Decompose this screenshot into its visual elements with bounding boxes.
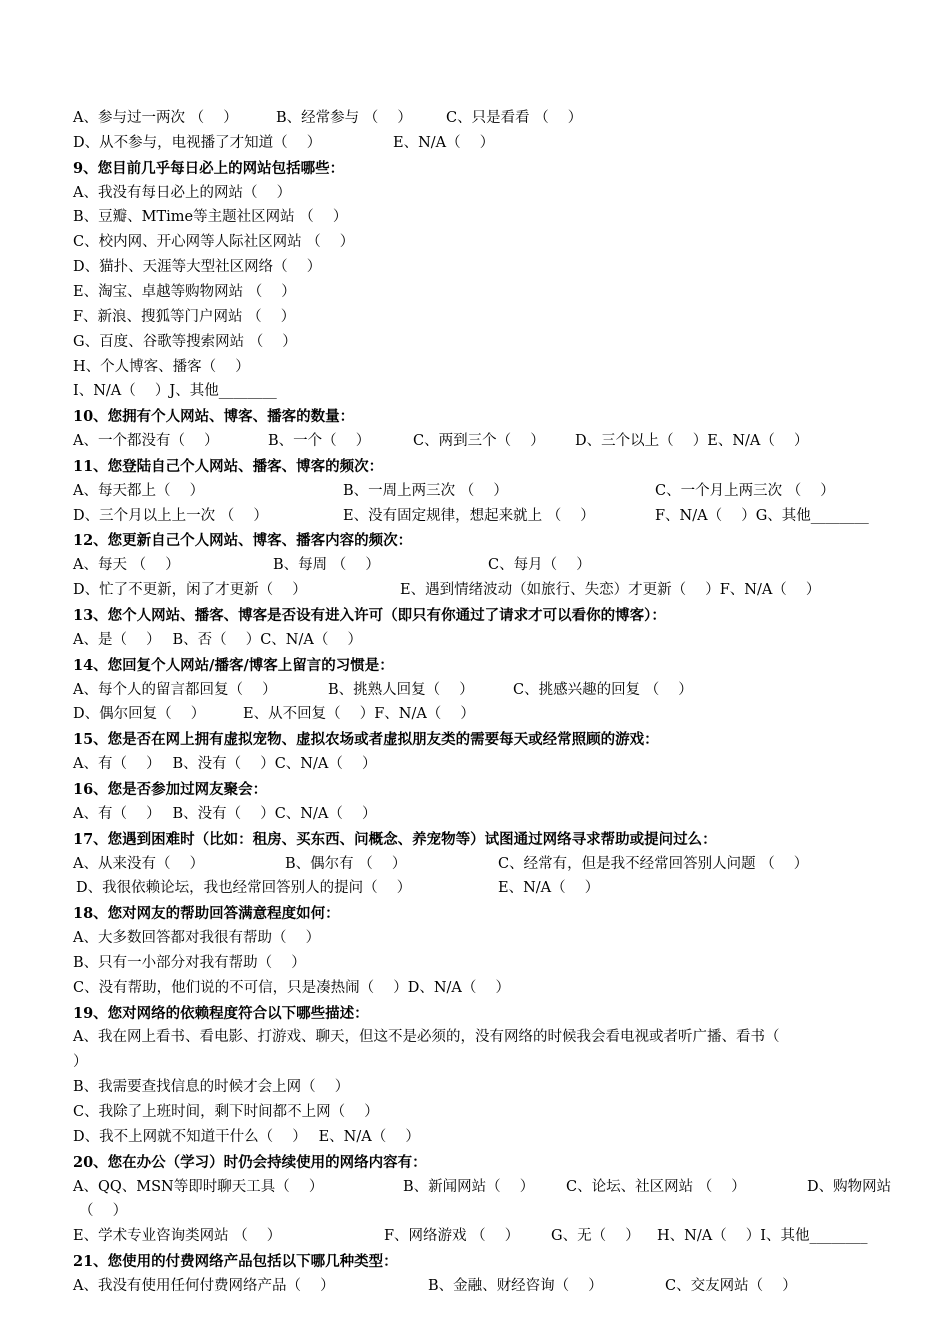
question-text: 10、您拥有个人网站、博客、播客的数量：: [73, 408, 355, 426]
option-text: A、我没有每日必上的网站（ ）: [73, 184, 292, 201]
option-text: B、挑熟人回复（ ）: [328, 681, 474, 698]
question-text: 9、您目前几乎每日必上的网站包括哪些：: [73, 159, 345, 177]
option-text: D、我很依赖论坛，我也经常回答别人的提问（ ）: [76, 880, 412, 897]
option-text: G、百度、谷歌等搜索网站 （ ）: [73, 333, 297, 350]
option-text: A、有（ ） B、没有（ ）C、N/A（ ）: [73, 805, 377, 822]
option-text: A、每天都上（ ）: [73, 482, 205, 499]
option-text: A、有（ ） B、没有（ ）C、N/A（ ）: [73, 756, 377, 773]
option-text: C、挑感兴趣的回复 （ ）: [513, 681, 693, 698]
option-text: F、新浪、搜狐等门户网站 （ ）: [73, 308, 296, 325]
option-text: E、学术专业咨询类网站 （ ）: [73, 1228, 282, 1245]
option-text: C、交友网站（ ）: [665, 1277, 797, 1294]
option-text: B、金融、财经咨询（ ）: [428, 1277, 603, 1294]
option-text: C、校内网、开心网等人际社区网站 （ ）: [73, 234, 355, 251]
option-text: A、每个人的留言都回复（ ）: [73, 681, 277, 698]
option-text: C、每月（ ）: [488, 557, 591, 574]
option-text: C、我除了上班时间，剩下时间都不上网（ ）: [73, 1104, 379, 1120]
option-text: B、经常参与 （ ）: [276, 110, 412, 126]
option-text: E、没有固定规律，想起来就上 （ ）: [343, 507, 595, 524]
option-text: B、偶尔有 （ ）: [285, 855, 407, 872]
option-text: A、我在网上看书、看电影、打游戏、聊天，但这不是必须的，没有网络的时候我会看电视或者听广播、看书（: [73, 1029, 780, 1046]
question-text: 17、您遇到困难时（比如：租房、买东西、问概念、养宠物等）试图通过网络寻求帮助或提问过么：: [73, 830, 717, 848]
question-text: 14、您回复个人网站/播客/博客上留言的习惯是：: [73, 656, 394, 674]
option-text: E、N/A（ ）: [498, 880, 600, 897]
option-text: E、从不回复（ ）F、N/A（ ）: [243, 706, 475, 723]
option-text: E、遇到情绪波动（如旅行、失恋）才更新（ ）F、N/A（ ）: [400, 582, 821, 599]
question-text: 21、您使用的付费网络产品包括以下哪几种类型：: [73, 1253, 398, 1271]
option-text: D、猫扑、天涯等大型社区网络（ ）: [73, 259, 322, 276]
question-text: 15、您是否在网上拥有虚拟宠物、虚拟农场或者虚拟朋友类的需要每天或经常照顾的游戏：: [73, 731, 659, 749]
option-text: A、是（ ） B、否（ ）C、N/A（ ）: [73, 631, 362, 648]
question-text: 20、您在办公（学习）时仍会持续使用的网络内容有：: [73, 1153, 427, 1171]
option-text: C、两到三个（ ）: [413, 433, 545, 450]
option-text: B、一周上两三次 （ ）: [343, 482, 508, 499]
option-text: H、个人博客、播客（ ）: [73, 358, 250, 375]
option-text: A、一个都没有（ ）: [73, 433, 219, 450]
option-text: B、每周 （ ）: [273, 557, 380, 574]
option-text: A、QQ、MSN等即时聊天工具（ ）: [73, 1178, 324, 1195]
option-text: A、大多数回答都对我很有帮助（ ）: [73, 930, 321, 947]
option-text: A、我没有使用任何付费网络产品（ ）: [73, 1277, 335, 1294]
option-text: C、只是看看 （ ）: [446, 110, 583, 126]
option-text: B、只有一小部分对我有帮助（ ）: [73, 954, 306, 971]
option-text: B、豆瓣、MTime等主题社区网站 （ ）: [73, 209, 348, 226]
option-text: E、淘宝、卓越等购物网站 （ ）: [73, 283, 296, 300]
option-text: ）: [73, 1054, 88, 1071]
option-text: A、从来没有（ ）: [73, 855, 205, 872]
option-text: D、忙了不更新，闲了才更新（ ）: [73, 582, 307, 599]
option-text: H、N/A（ ）I、其他________: [657, 1228, 868, 1245]
option-text: B、我需要查找信息的时候才会上网（ ）: [73, 1079, 350, 1096]
option-text: D、三个月以上上一次 （ ）: [73, 507, 268, 524]
option-text: A、参与过一两次 （ ）: [73, 110, 238, 126]
option-text: D、我不上网就不知道干什么（ ） E、N/A（ ）: [73, 1128, 420, 1145]
option-text: I、N/A（ ）J、其他________: [73, 383, 277, 400]
option-text: C、论坛、社区网站 （ ）: [566, 1178, 746, 1195]
option-text: C、没有帮助，他们说的不可信，只是凑热闹（ ）D、N/A（ ）: [73, 979, 510, 996]
option-text: F、网络游戏 （ ）: [384, 1228, 520, 1245]
question-text: 16、您是否参加过网友聚会：: [73, 780, 268, 798]
question-text: 18、您对网友的帮助回答满意程度如何：: [73, 905, 340, 923]
option-text: F、N/A（ ）G、其他________: [655, 507, 869, 524]
option-text: D、购物网站: [807, 1178, 892, 1195]
option-text: E、N/A（ ）: [393, 134, 495, 151]
option-text: D、从不参与，电视播了才知道（ ）: [73, 134, 322, 151]
question-text: 19、您对网络的依赖程度符合以下哪些描述：: [73, 1004, 369, 1022]
option-text: A、每天 （ ）: [73, 557, 180, 574]
question-text: 12、您更新自己个人网站、博客、播客内容的频次：: [73, 532, 413, 550]
option-text: B、一个（ ）: [268, 433, 371, 450]
option-text: C、经常有，但是我不经常回答别人问题 （ ）: [498, 855, 809, 872]
option-text: G、无（ ）: [551, 1228, 640, 1245]
question-text: 11、您登陆自己个人网站、播客、博客的频次：: [73, 457, 384, 475]
question-text: 13、您个人网站、播客、博客是否设有进入许可（即只有你通过了请求才可以看你的博客）：: [73, 607, 666, 624]
option-text: C、一个月上两三次 （ ）: [655, 482, 835, 499]
option-text: D、偶尔回复（ ）: [73, 706, 206, 723]
option-text: D、三个以上（ ）E、N/A（ ）: [575, 433, 809, 450]
option-text: B、新闻网站（ ）: [403, 1178, 535, 1195]
option-text: （ ）: [79, 1203, 128, 1220]
